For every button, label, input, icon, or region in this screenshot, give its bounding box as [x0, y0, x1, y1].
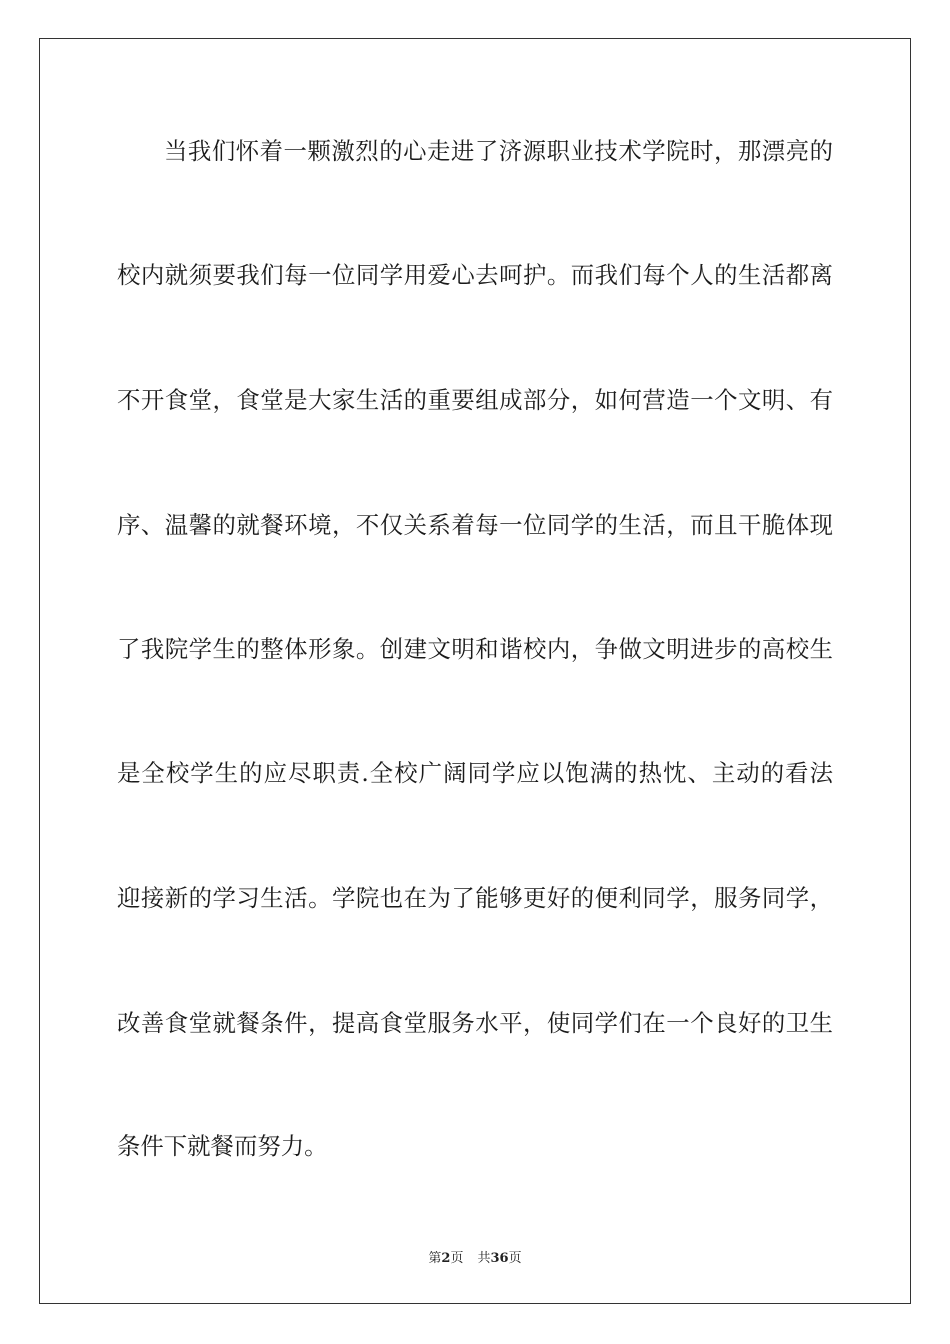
paragraph-line-9: 条件下就餐而努力。: [117, 1132, 328, 1160]
page-border: [39, 38, 911, 1304]
paragraph-line-5: 了我院学生的整体形象。创建文明和谐校内，争做文明进步的高校生: [117, 635, 833, 663]
page-footer: [0, 1247, 950, 1266]
total-suffix: 页: [508, 1251, 522, 1266]
page-total: 36: [490, 1251, 509, 1266]
paragraph-line-7: 迎接新的学习生活。学院也在为了能够更好的便利同学，服务同学，: [117, 884, 833, 912]
paragraph-line-3: 不开食堂，食堂是大家生活的重要组成部分，如何营造一个文明、有: [117, 386, 833, 414]
total-prefix: 共: [477, 1251, 491, 1266]
page-prefix: 第: [428, 1251, 442, 1266]
page-suffix: 页: [450, 1251, 464, 1266]
paragraph-line-4: 序、温馨的就餐环境，不仅关系着每一位同学的生活，而且干脆体现: [117, 511, 833, 539]
paragraph-line-6: 是全校学生的应尽职责.全校广阔同学应以饱满的热忱、主动的看法: [117, 759, 833, 787]
paragraph-line-2: 校内就须要我们每一位同学用爱心去呵护。而我们每个人的生活都离: [117, 261, 833, 289]
paragraph-line-1: 当我们怀着一颗激烈的心走进了济源职业技术学院时，那漂亮的: [164, 137, 833, 165]
page-current: 2: [441, 1251, 451, 1266]
paragraph-line-8: 改善食堂就餐条件，提高食堂服务水平，使同学们在一个良好的卫生: [117, 1009, 833, 1037]
